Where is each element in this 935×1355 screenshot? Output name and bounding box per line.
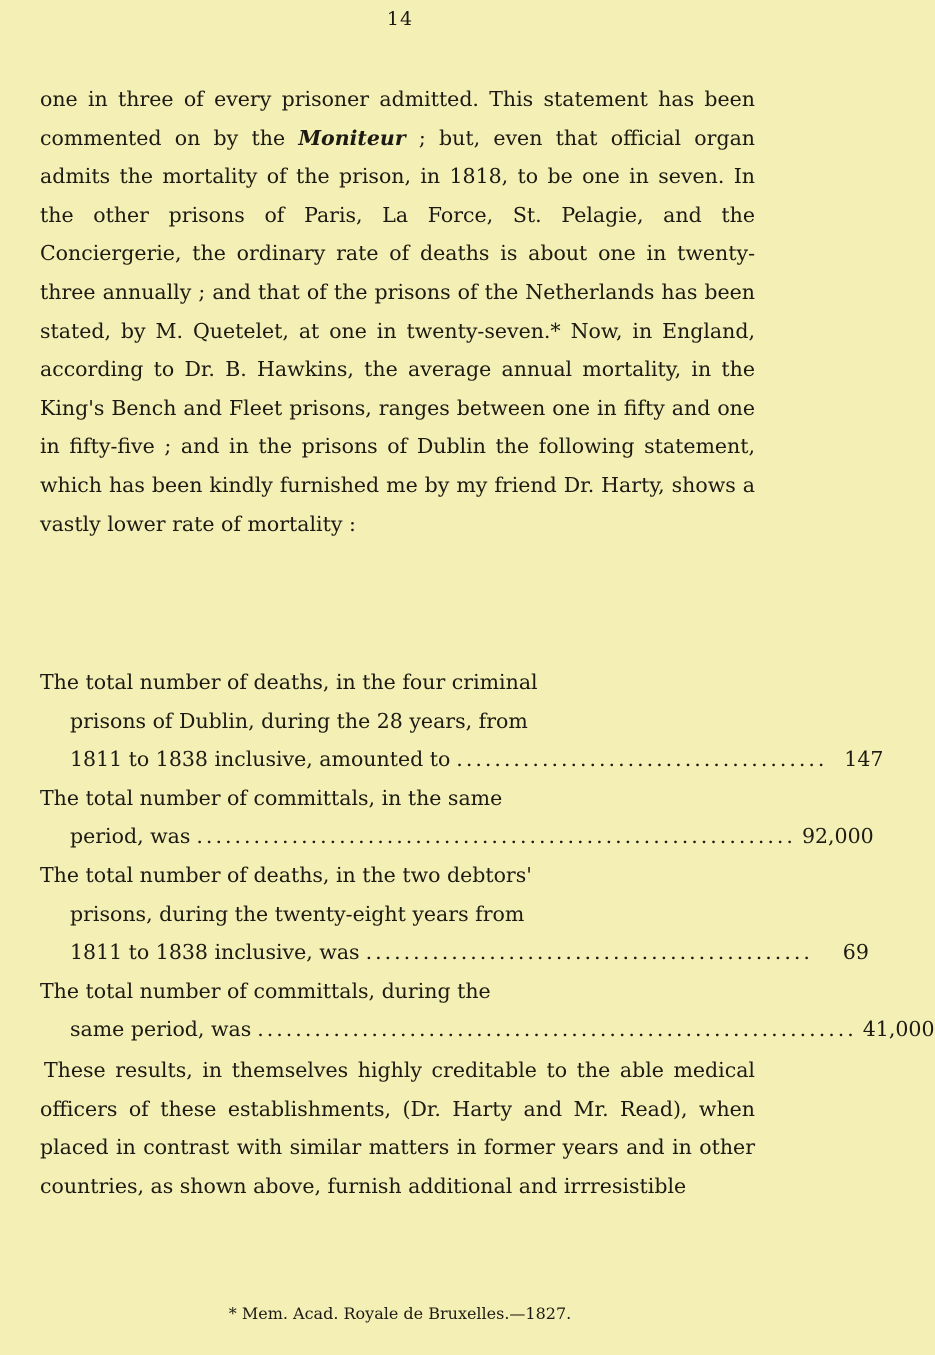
entry-line: The total number of committals, in the same [40,785,503,810]
entry-leader-text: period, was [70,824,191,849]
statement-entry-criminal-committals [40,779,874,856]
entry-leader-row [40,933,869,972]
paragraph-1-text-after: ; but, even that official organ admits the mortality of the prison, in 1818, to be one in seven. In the other prisons of Paris, La Force, St. Pelagie, and the Conciergerie, the ordinary rate of deaths is about one in twenty-three annually ; and that of the prisons of the Netherlands has been stated, by M. Quetelet, at one in twenty-seven.* Now, in England, according to Dr. B. Hawkins, the average annual mortality, in the King's Bench and Fleet prisons, ranges between one in fifty and one in fifty-five ; and in the prisons of Dublin the following statement, which has been kindly furnished me by my friend Dr. Harty, shows a vastly lower rate of mortality : [40,125,755,536]
entry-leader-row [40,817,874,856]
body-paragraph-1 [40,80,755,543]
mortality-statement [40,663,935,1049]
footnote: * Mem. Acad. Royale de Bruxelles.—1827. [228,1304,572,1323]
dot-leader: ............................................................... [196,824,796,849]
entry-line: prisons of Dublin, during the 28 years, from [70,708,528,733]
entry-value: 147 [844,747,884,772]
body-paragraph-2: These results, in themselves highly creditable to the able medical officers of these establishments, (Dr. Harty and Mr. Read), when placed in contrast with similar matters in former years and in other countries, as shown above, furnish additional and irrresistible [40,1058,755,1198]
page-number: 14 [386,8,414,30]
moniteur-title: Moniteur [298,125,406,150]
statement-entry-debtor-deaths [40,856,869,972]
entry-leader-text: same period, was [70,1017,252,1042]
entry-value: 92,000 [801,824,874,849]
entry-line: The total number of deaths, in the four criminal [40,670,538,694]
entry-leader-text: 1811 to 1838 inclusive, amounted to [70,747,451,772]
dot-leader: ............................................................... [257,1017,857,1042]
entry-line: The total number of committals, during the [40,978,491,1003]
entry-line: The total number of deaths, in the two debtors' [40,862,532,887]
statement-entry-criminal-deaths [40,663,884,779]
dot-leader: ....................................... [456,747,828,772]
entry-leader-text: 1811 to 1838 inclusive, was [70,940,360,965]
dot-leader: ............................................... [365,940,813,965]
entry-leader-row [40,1010,935,1049]
statement-entry-debtor-committals [40,972,935,1049]
entry-line: prisons, during the twenty-eight years from [70,901,525,926]
entry-value: 41,000 [862,1017,935,1042]
entry-leader-row [40,740,884,779]
paragraph-1-text-before: one in three of every prisoner admitted. This statement has been commented on by the [40,87,755,150]
entry-value: 69 [842,940,869,965]
